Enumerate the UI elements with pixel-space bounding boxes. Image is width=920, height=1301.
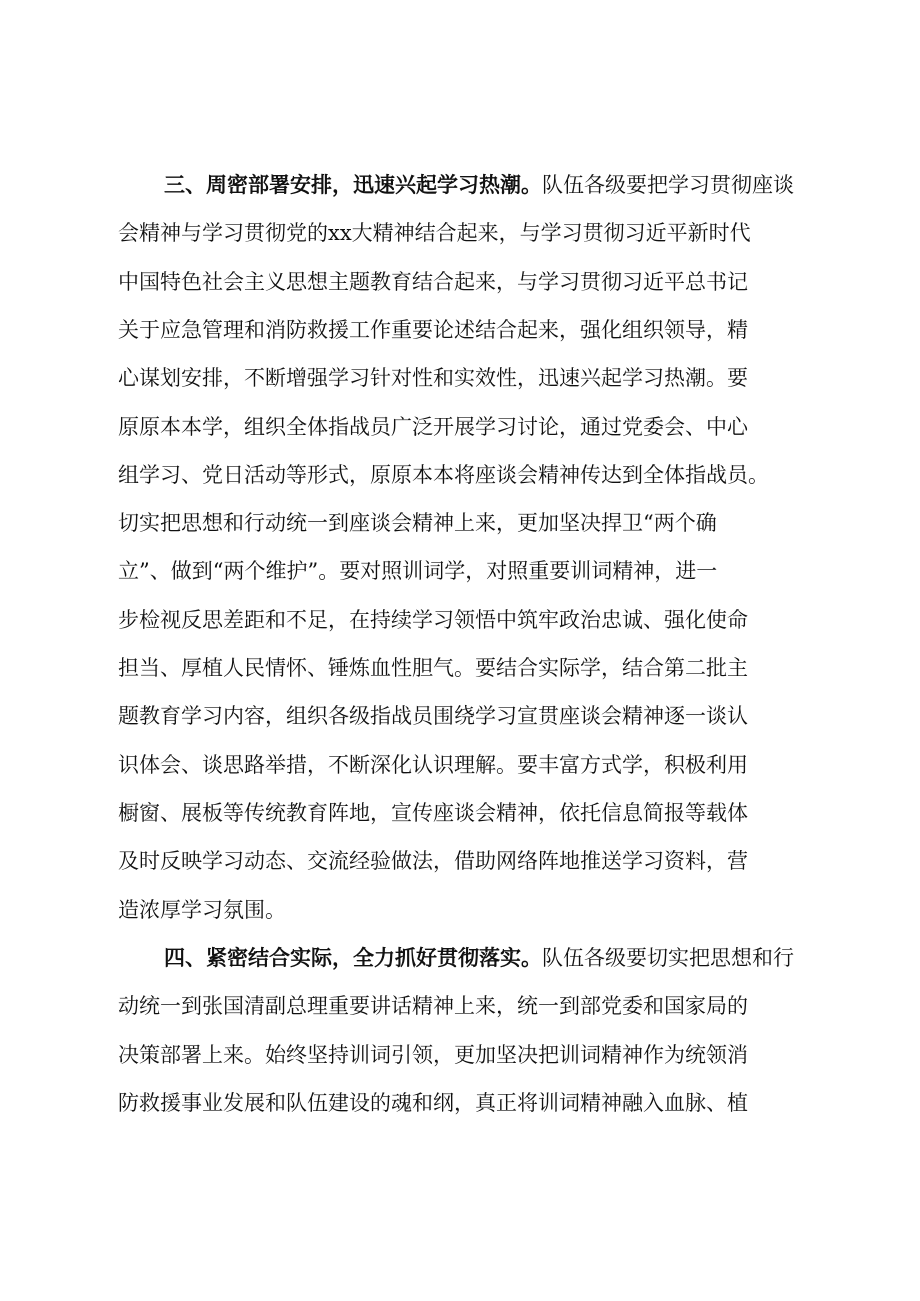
section3-line-3: 关于应急管理和消防救援工作重要论述结合起来，强化组织领导，精 [118,318,748,342]
section3-line-9: 步检视反思差距和不足，在持续学习领悟中筑牢政治忠诚、强化使命 [118,608,748,632]
section3-line-2: 中国特色社会主义思想主题教育结合起来，与学习贯彻习近平总书记 [118,270,748,294]
section4-heading: 四、紧密结合实际，全力抓好贯彻落实。 [164,946,542,970]
section3-heading: 三、周密部署安排，迅速兴起学习热潮。 [164,173,542,197]
section3-line-13: 橱窗、展板等传统教育阵地，宣传座谈会精神，依托信息简报等载体 [118,801,748,825]
section4-line-0: 队伍各级要切实把思想和行 [542,946,794,970]
section3-first-line [164,165,818,205]
section4-line-1: 动统一到张国清副总理重要讲话精神上来，统一到部党委和国家局的 [118,994,748,1018]
section3-line-15: 造浓厚学习氛围。 [118,898,286,922]
section3-line-12: 识体会、谈思路举措，不断深化认识理解。要丰富方式学，积极利用 [118,753,748,777]
section3-line-0: 队伍各级要把学习贯彻座谈 [542,173,794,197]
section3-line-1: 会精神与学习贯彻党的xx大精神结合起来，与学习贯彻习近平新时代 [118,221,751,245]
section4-line-3: 防救援事业发展和队伍建设的魂和纲，真正将训词精神融入血脉、植 [118,1091,748,1115]
section3-line-6: 组学习、党日活动等形式，原原本本将座谈会精神传达到全体指战员。 [118,463,769,487]
section4-line-2: 决策部署上来。始终坚持训词引领，更加坚决把训词精神作为统领消 [118,1043,748,1067]
section3-line-5: 原原本本学，组织全体指战员广泛开展学习讨论，通过党委会、中心 [118,415,748,439]
section3-line-11: 题教育学习内容，组织各级指战员围绕学习宣贯座谈会精神逐一谈认 [118,704,748,728]
section3-line-4: 心谋划安排，不断增强学习针对性和实效性，迅速兴起学习热潮。要 [118,366,748,390]
section3-line-7: 切实把思想和行动统一到座谈会精神上来，更加坚决捍卫“两个确 [118,511,717,535]
section3-line-14: 及时反映学习动态、交流经验做法，借助网络阵地推送学习资料，营 [118,849,748,873]
section3-line-10: 担当、厚植人民情怀、锤炼血性胆气。要结合实际学，结合第二批主 [118,656,748,680]
section4-first-line [164,938,818,978]
section3-line-8: 立”、做到“两个维护”。要对照训词学，对照重要训词精神，进一 [118,559,718,583]
